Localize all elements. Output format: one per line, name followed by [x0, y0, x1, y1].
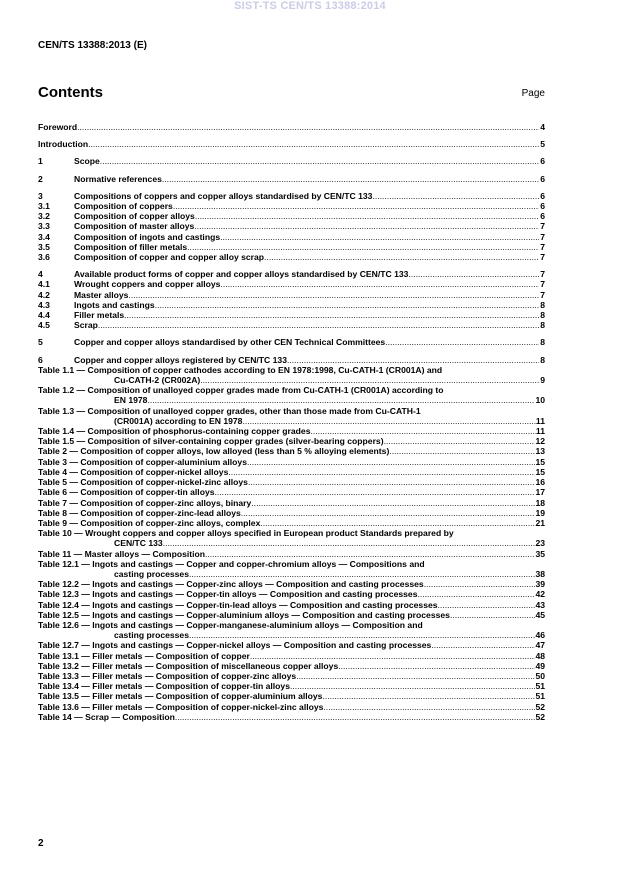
toc-number: 4.5	[38, 320, 50, 331]
toc-number: 4.3	[38, 299, 50, 310]
toc-entry-table[interactable]	[38, 477, 545, 487]
toc-page: 6	[540, 173, 545, 184]
table-of-contents	[38, 122, 545, 722]
toc-entry-table[interactable]	[38, 671, 545, 681]
toc-page: 7	[540, 231, 545, 242]
toc-page: 8	[540, 354, 545, 365]
toc-entry-table[interactable]	[38, 691, 545, 701]
toc-label: Wrought coppers and copper alloys	[74, 279, 221, 290]
toc-entry-table[interactable]	[38, 446, 545, 456]
toc-page: 7	[540, 289, 545, 300]
toc-page: 6	[540, 211, 545, 222]
toc-entry-section[interactable]	[38, 320, 545, 330]
toc-label-continued: casting processes	[114, 630, 189, 641]
toc-number: 3.6	[38, 252, 50, 263]
toc-label: Table 4 — Composition of copper-nickel alloys	[38, 466, 229, 477]
toc-entry-table[interactable]	[38, 610, 545, 620]
toc-entry-table[interactable]	[38, 661, 545, 671]
toc-page: 6	[540, 190, 545, 201]
toc-number: 3.4	[38, 231, 50, 242]
toc-entry-table[interactable]	[38, 518, 545, 528]
toc-entry-section[interactable]	[38, 201, 545, 211]
toc-entry-table[interactable]	[38, 528, 545, 548]
toc-number: 3.2	[38, 211, 50, 222]
toc-entry-introduction[interactable]	[38, 139, 545, 149]
toc-entry-table[interactable]	[38, 406, 545, 426]
toc-entry-table[interactable]	[38, 487, 545, 497]
toc-label: Table 1.3 — Composition of unalloyed copper grades, other than those made from Cu-CATH-1	[38, 405, 421, 416]
toc-label: Table 12.5 — Ingots and castings — Copper-aluminium alloys — Composition and casting processes	[38, 609, 450, 620]
toc-label: Table 2 — Composition of copper alloys, low alloyed (less than 5 % alloying elements)	[38, 446, 390, 457]
toc-page: 8	[540, 337, 545, 348]
toc-page: 52	[535, 701, 545, 712]
toc-label-continued: EN 1978	[114, 395, 148, 406]
toc-number: 3	[38, 190, 43, 201]
toc-entry-table[interactable]	[38, 467, 545, 477]
toc-label: Scope	[74, 156, 100, 167]
toc-label: Ingots and castings	[74, 299, 155, 310]
toc-label-continued: (CR001A) according to EN 1978	[114, 415, 243, 426]
toc-label: Foreword	[38, 122, 78, 132]
watermark: SIST-TS CEN/TS 13388:2014	[234, 0, 386, 12]
toc-label: Available product forms of copper and copper alloys standardised by CEN/TC 133	[74, 269, 409, 280]
toc-number: 3.1	[38, 201, 50, 212]
toc-page: 50	[535, 670, 545, 681]
toc-label: Table 5 — Composition of copper-nickel-zinc alloys	[38, 477, 248, 488]
toc-number: 3.3	[38, 221, 50, 232]
toc-page: 52	[535, 711, 545, 722]
toc-number: 4.1	[38, 279, 50, 290]
toc-entry-table[interactable]	[38, 426, 545, 436]
toc-entry-table[interactable]	[38, 549, 545, 559]
toc-label-continued: Cu-CATH-2 (CR002A)	[114, 375, 201, 386]
toc-page: 10	[535, 395, 545, 406]
toc-label: Normative references	[74, 173, 162, 184]
toc-label: Composition of ingots and castings	[74, 231, 221, 242]
toc-page: 7	[540, 252, 545, 263]
toc-page: 8	[540, 310, 545, 321]
toc-entry-table[interactable]	[38, 600, 545, 610]
toc-page: 11	[535, 415, 545, 426]
toc-entry-section[interactable]	[38, 290, 545, 300]
toc-page: 4	[540, 122, 545, 132]
toc-entry-table[interactable]	[38, 712, 545, 722]
toc-label: Table 12.4 — Ingots and castings — Copper-tin-lead alloys — Composition and casting processes	[38, 599, 438, 610]
toc-label: Table 10 — Wrought coppers and copper alloys specified in European product Standards prepared by	[38, 528, 454, 539]
toc-page: 19	[535, 507, 545, 518]
toc-page: 39	[535, 579, 545, 590]
contents-title: Contents	[38, 84, 103, 101]
toc-label: Table 12.3 — Ingots and castings — Copper-tin alloys — Composition and casting processes	[38, 589, 418, 600]
toc-label: Table 13.4 — Filler metals — Composition of copper-tin alloys	[38, 681, 290, 692]
toc-label: Table 12.6 — Ingots and castings — Copper-manganese-aluminium alloys — Composition and	[38, 619, 423, 630]
toc-entry-table[interactable]	[38, 559, 545, 579]
toc-label: Table 1.5 — Composition of silver-containing copper grades (silver-bearing coppers)	[38, 436, 384, 447]
toc-entry-section[interactable]	[38, 211, 545, 221]
toc-label: Composition of copper alloys	[74, 211, 195, 222]
toc-number: 3.5	[38, 241, 50, 252]
toc-label-continued: casting processes	[114, 568, 189, 579]
toc-label: Introduction	[38, 139, 89, 150]
toc-number: 2	[38, 173, 43, 184]
toc-label: Table 3 — Composition of copper-aluminium alloys	[38, 456, 247, 467]
toc-entry-table[interactable]	[38, 640, 545, 650]
toc-label: Table 7 — Composition of copper-zinc alloys, binary	[38, 497, 252, 508]
toc-entry-section[interactable]	[38, 300, 545, 310]
toc-page: 6	[540, 201, 545, 212]
toc-entry-section[interactable]	[38, 252, 545, 262]
toc-page: 11	[535, 426, 545, 437]
toc-page: 13	[535, 446, 545, 457]
toc-label: Table 13.1 — Filler metals — Composition of copper	[38, 650, 250, 661]
toc-page: 8	[540, 320, 545, 331]
toc-page: 8	[540, 299, 545, 310]
toc-page: 49	[535, 660, 545, 671]
toc-page: 7	[540, 241, 545, 252]
toc-entry-table[interactable]	[38, 436, 545, 446]
toc-entry-table[interactable]	[38, 702, 545, 712]
toc-label: Table 11 — Master alloys — Composition	[38, 548, 205, 559]
toc-number: 4	[38, 269, 43, 280]
toc-page: 9	[540, 375, 545, 386]
toc-entry-foreword[interactable]	[38, 122, 545, 132]
toc-page: 21	[535, 517, 545, 528]
toc-label: Table 12.1 — Ingots and castings — Copper and copper-chromium alloys — Compositions and	[38, 558, 425, 569]
toc-label: Table 13.2 — Filler metals — Composition of miscellaneous copper alloys	[38, 660, 339, 671]
toc-label: Table 12.2 — Ingots and castings — Copper-zinc alloys — Composition and casting processes	[38, 579, 424, 590]
toc-page: 46	[535, 630, 545, 641]
toc-entry-table[interactable]	[38, 620, 545, 640]
toc-page: 5	[540, 139, 545, 150]
toc-entry-section[interactable]	[38, 174, 545, 184]
toc-page: 17	[535, 487, 545, 498]
toc-label: Scrap	[74, 320, 98, 331]
toc-label: Composition of filler metals	[74, 241, 188, 252]
toc-page: 51	[535, 691, 545, 702]
toc-page: 7	[540, 279, 545, 290]
toc-number: 4.4	[38, 310, 50, 321]
toc-label: Copper and copper alloys standardised by other CEN Technical Committees	[74, 337, 386, 348]
toc-page: 43	[535, 599, 545, 610]
toc-entry-table[interactable]	[38, 651, 545, 661]
toc-label: Table 14 — Scrap — Composition	[38, 711, 175, 722]
toc-page: 7	[540, 221, 545, 232]
toc-label: Compositions of coppers and copper alloys standardised by CEN/TC 133	[74, 190, 373, 201]
toc-label: Table 12.7 — Ingots and castings — Copper-nickel alloys — Composition and casting processes	[38, 640, 432, 651]
toc-label: Filler metals	[74, 310, 125, 321]
toc-label: Copper and copper alloys registered by CEN/TC 133	[74, 354, 287, 365]
toc-label-continued: CEN/TC 133	[114, 538, 163, 549]
toc-page: 35	[535, 548, 545, 559]
toc-entry-table[interactable]	[38, 508, 545, 518]
toc-number: 5	[38, 337, 43, 348]
document-id: CEN/TS 13388:2013 (E)	[38, 40, 147, 51]
toc-entry-table[interactable]	[38, 385, 545, 405]
toc-page: 47	[535, 640, 545, 651]
toc-page: 45	[535, 609, 545, 620]
toc-label: Table 13.6 — Filler metals — Composition of copper-nickel-zinc alloys	[38, 701, 324, 712]
toc-number: 1	[38, 156, 43, 167]
toc-label: Table 6 — Composition of copper-tin alloys	[38, 487, 215, 498]
toc-label: Composition of master alloys	[74, 221, 195, 232]
toc-entry-section[interactable]	[38, 269, 545, 279]
toc-entry-table[interactable]	[38, 365, 545, 385]
toc-label: Table 13.5 — Filler metals — Composition of copper-aluminium alloys	[38, 691, 323, 702]
toc-label: Table 1.4 — Composition of phosphorus-containing copper grades	[38, 426, 311, 437]
toc-label: Master alloys	[74, 289, 129, 300]
toc-entry-section[interactable]	[38, 242, 545, 252]
toc-label: Composition of copper and copper alloy scrap	[74, 252, 265, 263]
toc-entry-section[interactable]	[38, 355, 545, 365]
toc-page: 7	[540, 269, 545, 280]
toc-page: 48	[535, 650, 545, 661]
toc-entry-section[interactable]	[38, 337, 545, 347]
toc-page: 15	[535, 466, 545, 477]
toc-entry-table[interactable]	[38, 681, 545, 691]
toc-entry-section[interactable]	[38, 279, 545, 289]
toc-number: 4.2	[38, 289, 50, 300]
toc-entry-table[interactable]	[38, 457, 545, 467]
toc-entry-section[interactable]	[38, 156, 545, 166]
page-column-label: Page	[521, 88, 545, 99]
toc-label: Table 8 — Composition of copper-zinc-lead alloys	[38, 507, 241, 518]
toc-page: 16	[535, 477, 545, 488]
toc-page: 51	[535, 681, 545, 692]
toc-entry-section[interactable]	[38, 221, 545, 231]
toc-entry-section[interactable]	[38, 310, 545, 320]
toc-page: 23	[535, 538, 545, 549]
toc-label: Composition of coppers	[74, 201, 173, 212]
toc-number: 6	[38, 354, 43, 365]
toc-page: 15	[535, 456, 545, 467]
toc-page: 42	[535, 589, 545, 600]
toc-label: Table 13.3 — Filler metals — Composition of copper-zinc alloys	[38, 670, 297, 681]
toc-entry-section[interactable]	[38, 191, 545, 201]
toc-label: Table 1.1 — Composition of copper cathodes according to EN 1978:1998, Cu-CATH-1 (CR001A) and	[38, 364, 443, 375]
toc-entry-section[interactable]	[38, 232, 545, 242]
toc-entry-table[interactable]	[38, 498, 545, 508]
toc-page: 38	[535, 568, 545, 579]
toc-label: Table 1.2 — Composition of unalloyed copper grades made from Cu-CATH-1 (CR001A) according to	[38, 385, 444, 396]
toc-page: 6	[540, 156, 545, 167]
toc-entry-table[interactable]	[38, 589, 545, 599]
toc-label: Table 9 — Composition of copper-zinc alloys, complex	[38, 517, 261, 528]
toc-page: 12	[535, 436, 545, 447]
page-number: 2	[38, 838, 44, 849]
toc-entry-table[interactable]	[38, 579, 545, 589]
toc-page: 18	[535, 497, 545, 508]
